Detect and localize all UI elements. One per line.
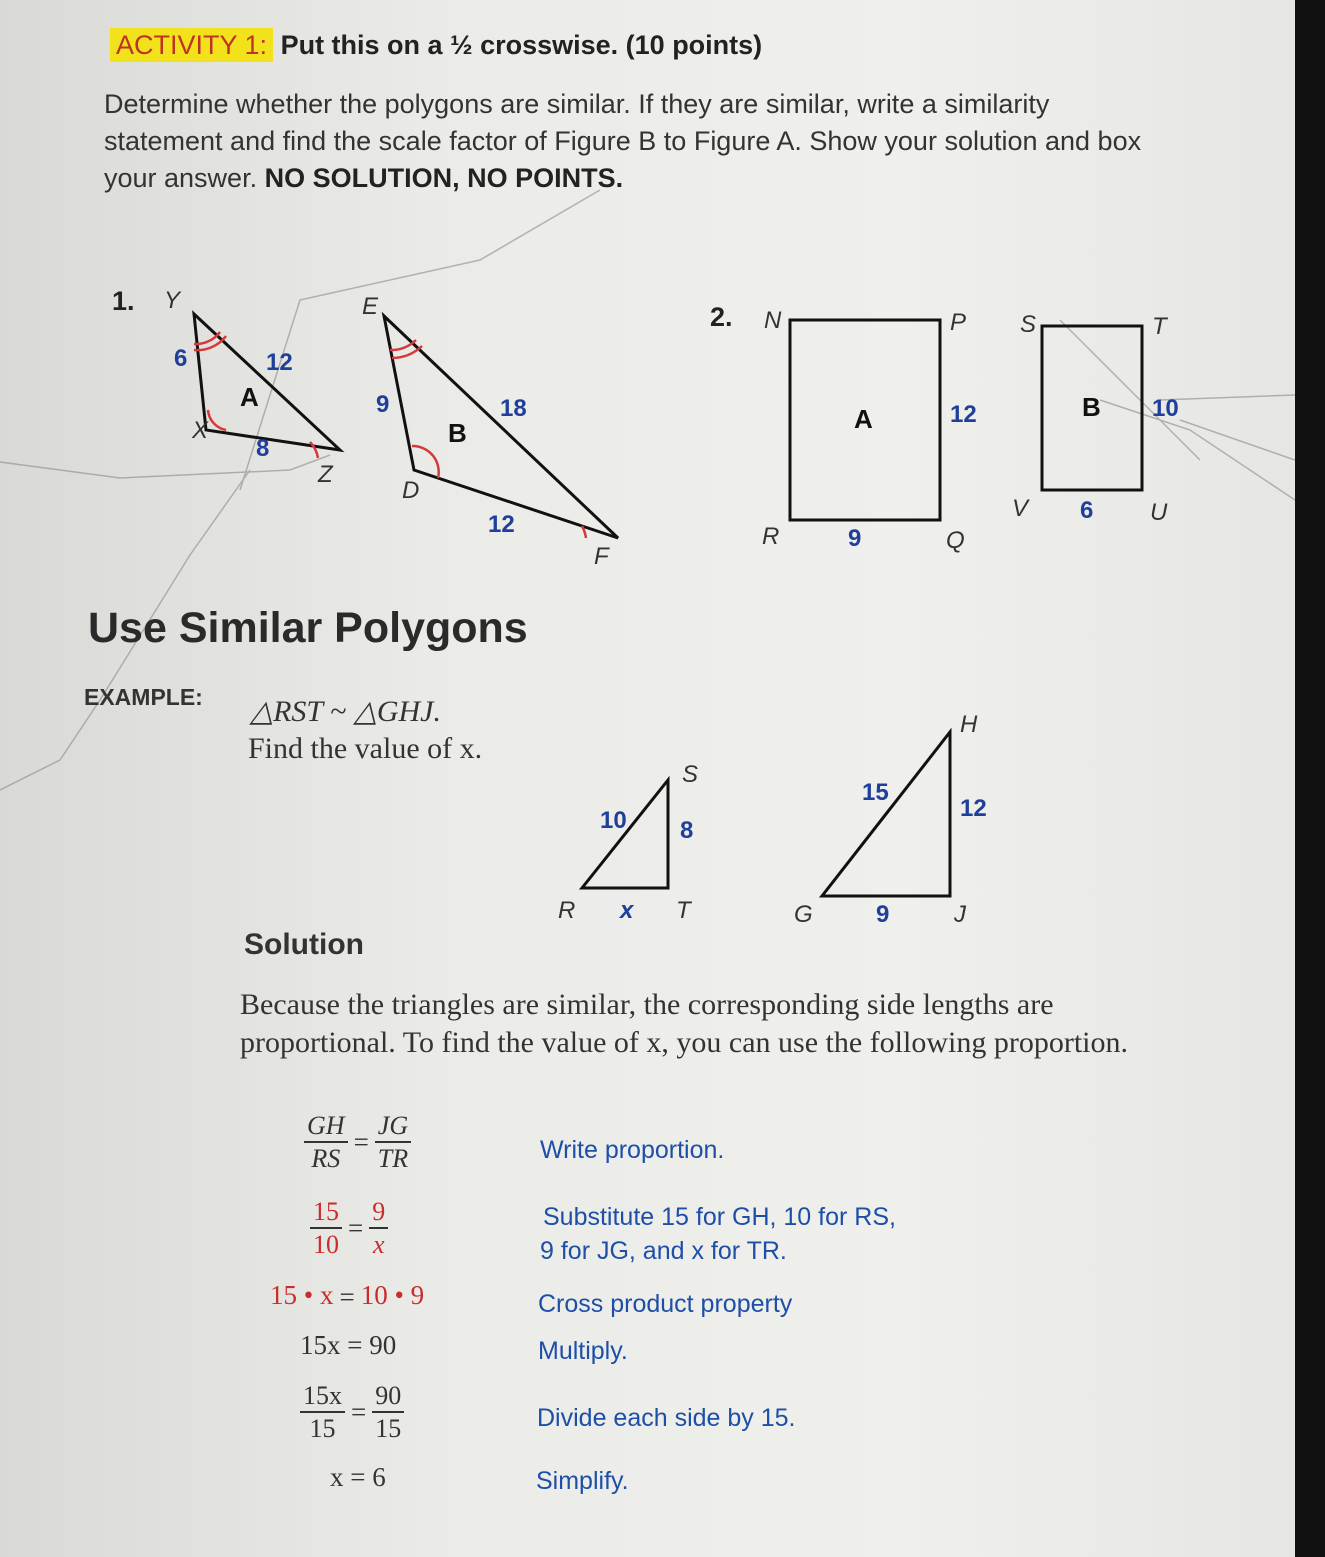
instructions-text: Determine whether the polygons are similar. If they are similar, write a similarity statement and find the scale factor of Figure B to Figure A. Show your solution and box your answer. bbox=[104, 89, 1142, 193]
vertex-x: X bbox=[192, 417, 209, 444]
vertex-r: R bbox=[762, 523, 780, 550]
side-xy: 6 bbox=[174, 345, 188, 372]
side-xz: 8 bbox=[256, 435, 270, 462]
side-gh: 15 bbox=[862, 779, 889, 806]
activity-title: Put this on a ½ crosswise. (10 points) bbox=[280, 30, 763, 60]
vertex-q: Q bbox=[946, 527, 965, 554]
step-4-math: 15x = 90 bbox=[300, 1330, 397, 1360]
example-label: EXAMPLE: bbox=[84, 684, 203, 710]
problem-1-figure bbox=[150, 270, 650, 580]
fraction bbox=[300, 1380, 345, 1444]
problem-2-number: 2. bbox=[710, 302, 733, 332]
side-rt: x bbox=[620, 897, 634, 924]
triangle-ghj bbox=[822, 732, 950, 896]
side-rs: 10 bbox=[600, 807, 627, 834]
fraction bbox=[304, 1110, 348, 1174]
activity-instructions bbox=[104, 86, 1154, 197]
example-question: Find the value of x. bbox=[248, 732, 483, 765]
triangle-xyz bbox=[194, 314, 340, 450]
vertex-v: V bbox=[1012, 495, 1029, 522]
solution-text: Because the triangles are similar, the corresponding side lengths are proportional. To find the value of x, you can use the following proportion. bbox=[240, 988, 1129, 1059]
vertex-e: E bbox=[362, 293, 379, 320]
side-st: 8 bbox=[680, 817, 694, 844]
step-2-math: $\frac{15}{10}$ = $\frac{9}{x}$ bbox=[310, 1196, 388, 1260]
figure-a-label: A bbox=[854, 404, 873, 434]
side-hj: 12 bbox=[960, 795, 987, 822]
side-ef: 18 bbox=[500, 395, 527, 422]
section-title: Use Similar Polygons bbox=[88, 604, 528, 652]
example-statement: △RST ~ △GHJ. bbox=[250, 695, 441, 728]
denominator: TR bbox=[377, 1144, 409, 1173]
vertex-r: R bbox=[558, 897, 576, 924]
vertex-n: N bbox=[764, 307, 782, 334]
step-1-math: $\frac{GH}{RS}$ = $\frac{JG}{TR}$ bbox=[304, 1110, 411, 1174]
cross-product-left: 15 • x bbox=[270, 1280, 334, 1310]
fraction bbox=[369, 1196, 388, 1260]
angle-marker-z bbox=[310, 442, 318, 458]
vertex-g: G bbox=[794, 901, 813, 928]
numerator: 15 bbox=[310, 1196, 342, 1229]
denominator: 15 bbox=[309, 1414, 336, 1443]
vertex-y: Y bbox=[164, 287, 181, 314]
vertex-u: U bbox=[1150, 499, 1168, 526]
step-1-note: Write proportion. bbox=[540, 1136, 725, 1164]
side-df: 12 bbox=[488, 511, 515, 538]
step-4-note: Multiply. bbox=[538, 1337, 628, 1365]
triangle-rst bbox=[582, 780, 668, 888]
side-de: 9 bbox=[376, 391, 390, 418]
denominator: 15 bbox=[375, 1414, 402, 1443]
numerator: GH bbox=[304, 1110, 348, 1143]
vertex-s: S bbox=[682, 761, 699, 788]
activity-badge: ACTIVITY 1: bbox=[110, 28, 273, 62]
fraction bbox=[372, 1380, 404, 1444]
vertex-s: S bbox=[1020, 311, 1037, 338]
activity-heading bbox=[110, 30, 762, 61]
side-tu: 10 bbox=[1152, 395, 1179, 422]
vertex-t: T bbox=[1152, 313, 1167, 340]
step-3-math: 15 • x = 10 • 9 bbox=[270, 1280, 425, 1313]
step-5-math: $\frac{15x}{15}$ = $\frac{90}{15}$ bbox=[300, 1380, 404, 1444]
step-2-note-line1: Substitute 15 for GH, 10 for RS, bbox=[543, 1203, 896, 1231]
figure-b-label: B bbox=[448, 418, 467, 448]
figure-b-label: B bbox=[1082, 392, 1101, 422]
solution-title: Solution bbox=[244, 928, 364, 961]
example-figure bbox=[550, 700, 1020, 940]
vertex-j: J bbox=[954, 901, 966, 928]
vertex-p: P bbox=[950, 309, 967, 336]
problem-2-figure bbox=[750, 290, 1200, 570]
denominator: 10 bbox=[313, 1230, 339, 1259]
side-gj: 9 bbox=[876, 901, 890, 928]
side-yz: 12 bbox=[266, 349, 293, 376]
step-6-math: x = 6 bbox=[330, 1462, 386, 1492]
screen-bezel bbox=[1295, 0, 1325, 1557]
step-2-note-line2: 9 for JG, and x for TR. bbox=[540, 1237, 787, 1265]
numerator: JG bbox=[375, 1110, 411, 1143]
instructions-warning: NO SOLUTION, NO POINTS. bbox=[264, 163, 624, 193]
vertex-f: F bbox=[594, 543, 609, 570]
side-vu: 6 bbox=[1080, 497, 1094, 524]
side-pq: 12 bbox=[950, 401, 977, 428]
denominator: x bbox=[372, 1230, 385, 1259]
fraction bbox=[375, 1110, 411, 1174]
fraction bbox=[310, 1196, 342, 1260]
step-5-note: Divide each side by 15. bbox=[537, 1404, 796, 1432]
angle-marker-x bbox=[208, 410, 226, 430]
numerator: 9 bbox=[369, 1196, 388, 1229]
vertex-t: T bbox=[676, 897, 691, 924]
cross-product-right: 10 • 9 bbox=[360, 1280, 425, 1310]
problem-1-number: 1. bbox=[112, 286, 135, 316]
numerator: 90 bbox=[372, 1380, 404, 1413]
side-rq: 9 bbox=[848, 525, 862, 552]
vertex-h: H bbox=[960, 711, 978, 738]
vertex-z: Z bbox=[318, 461, 333, 488]
denominator: RS bbox=[311, 1144, 341, 1173]
numerator: 15x bbox=[300, 1380, 345, 1413]
step-3-note: Cross product property bbox=[538, 1290, 793, 1318]
figure-a-label: A bbox=[240, 382, 259, 412]
vertex-d: D bbox=[402, 477, 420, 504]
step-6-note: Simplify. bbox=[536, 1467, 629, 1495]
